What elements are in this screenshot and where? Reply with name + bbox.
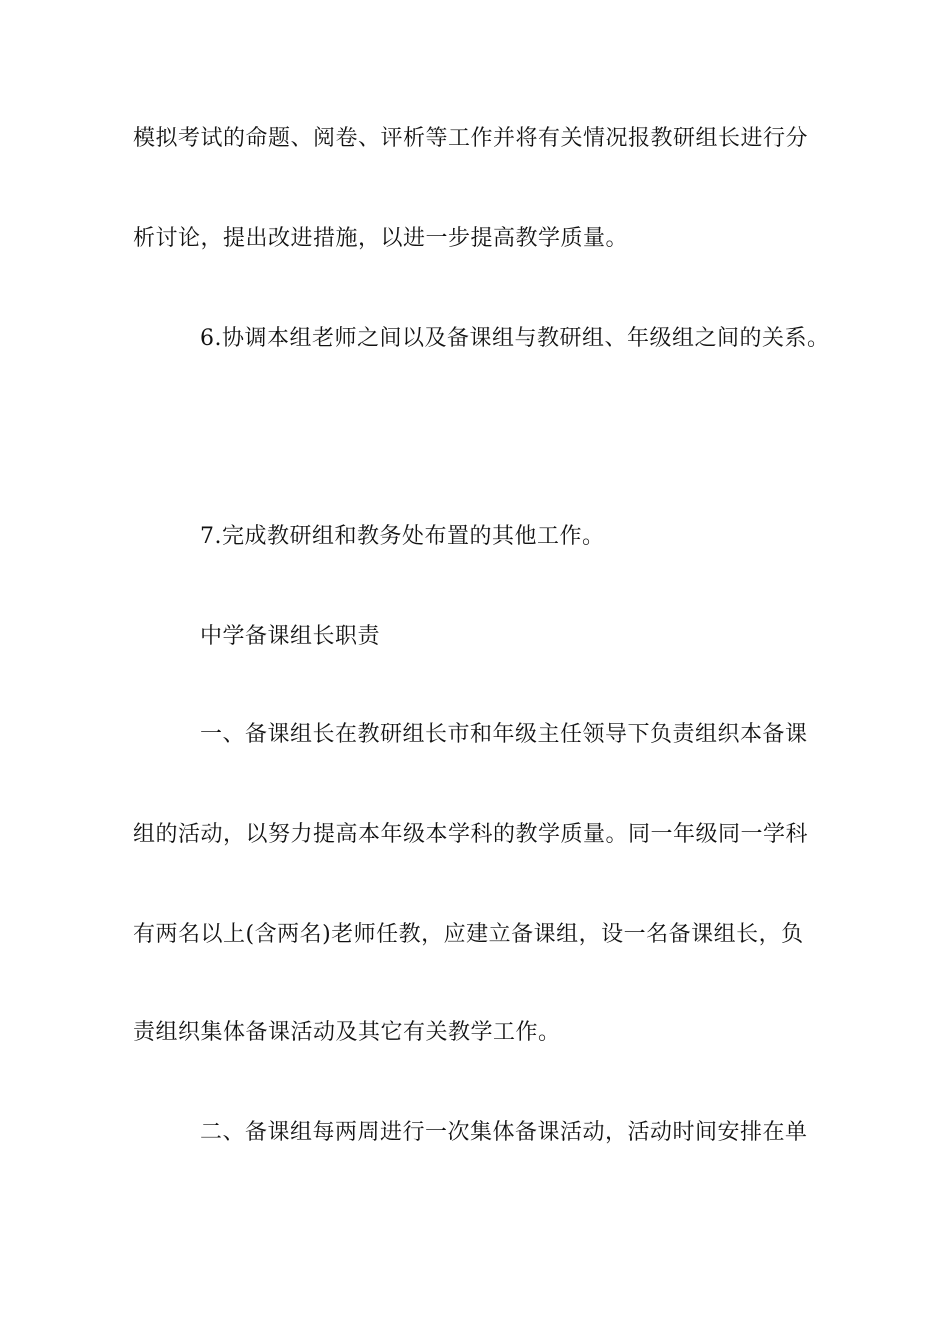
list-item-7: 7.完成教研组和教务处布置的其他工作。	[200, 524, 605, 549]
paragraph-line: 二、备课组每两周进行一次集体备课活动，活动时间安排在单	[200, 1120, 808, 1145]
list-item-6: 6.协调本组老师之间以及备课组与教研组、年级组之间的关系。	[200, 326, 830, 351]
paragraph-line: 析讨论，提出改进措施，以进一步提高教学质量。	[133, 226, 629, 251]
paragraph-line: 模拟考试的命题、阅卷、评析等工作并将有关情况报教研组长进行分	[133, 126, 809, 151]
paragraph-line: 一、备课组长在教研组长市和年级主任领导下负责组织本备课	[200, 722, 808, 747]
paragraph-line: 有两名以上(含两名)老师任教，应建立备课组，设一名备课组长，负	[133, 922, 804, 947]
paragraph-line: 组的活动，以努力提高本年级本学科的教学质量。同一年级同一学科	[133, 822, 809, 847]
paragraph-line: 责组织集体备课活动及其它有关教学工作。	[133, 1020, 561, 1045]
section-heading: 中学备课组长职责	[200, 624, 381, 649]
